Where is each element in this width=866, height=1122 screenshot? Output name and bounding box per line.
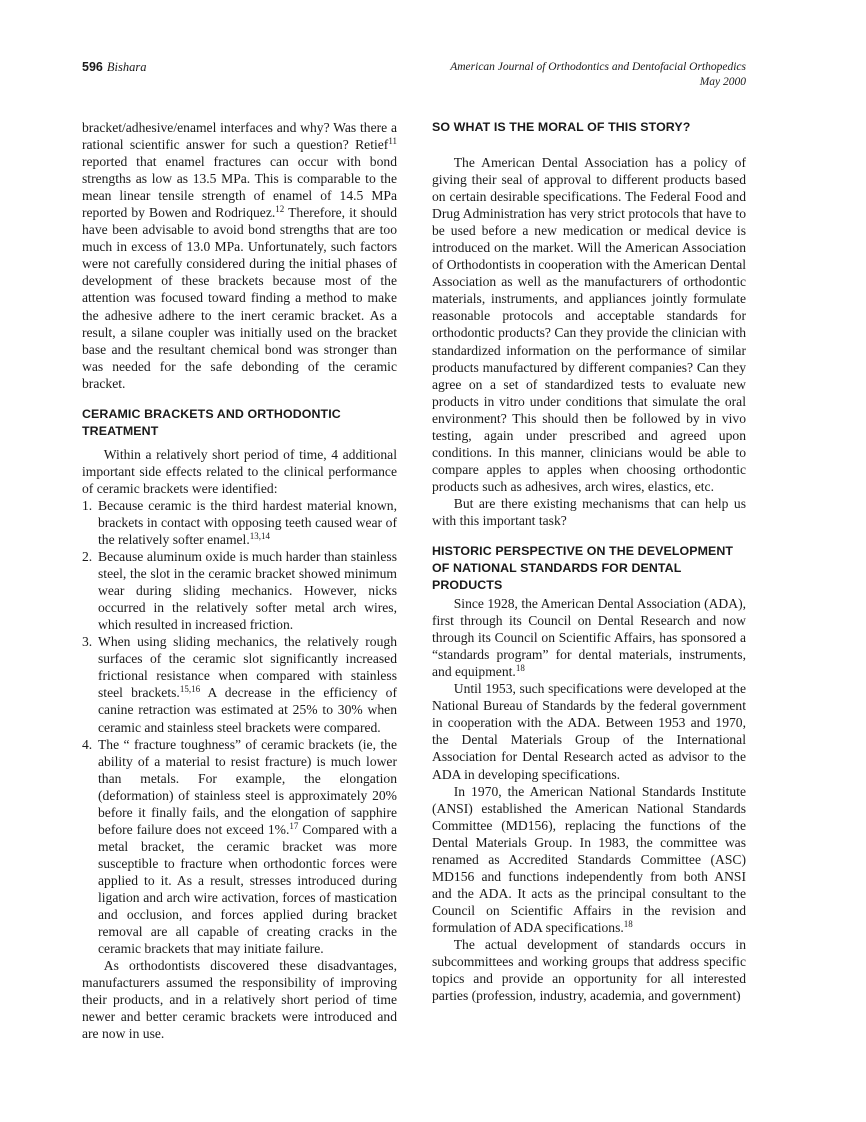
paragraph — [432, 595, 746, 680]
section-heading-historic-perspective: HISTORIC PERSPECTIVE ON THE DEVELOPMENT OF NATIONAL STANDARDS FOR DENTAL PRODUCTS — [432, 544, 734, 593]
paragraph — [432, 783, 746, 936]
section-heading-moral: SO WHAT IS THE MORAL OF THIS STORY? — [432, 120, 691, 134]
journal-title: American Journal of Orthodontics and Dentofacial Orthopedics — [450, 61, 746, 73]
text-run: A decrease in the efficiency of canine retraction was estimated at 25% to 30% when ceramic and stainless steel brackets were compared. — [98, 685, 397, 735]
section-heading-ceramic-brackets: CERAMIC BRACKETS AND ORTHODONTIC TREATMENT — [82, 406, 341, 438]
paragraph: Until 1953, such specifications were developed at the National Bureau of Standards by the federal government in cooperation with the ADA. Between 1953 and 1970, the Dental Materials Group of the International Association for Dental Research acted as advisor to the ADA in developing specifications. — [432, 681, 746, 782]
left-column — [82, 119, 397, 1042]
paragraph: As orthodontists discovered these disadvantages, manufacturers assumed the responsibility of improving their products, and in a relatively short period of time newer and better ceramic brackets were introduced and are now in use. — [82, 958, 397, 1042]
list-item — [82, 736, 397, 958]
text-run: The “ fracture toughness” of ceramic brackets (ie, the ability of a material to resist fracture) is much lower than metals. For example, the elongation (deformation) of stainless steel is approximately 20% before it finally fails, and the elongation of sapphire before failure does not exceed 1%. — [98, 736, 397, 837]
author-name: Bishara — [106, 60, 147, 74]
list-item — [82, 497, 397, 548]
text-run: Compared with a metal bracket, the ceramic bracket was more susceptible to fracture when orthodontic forces were applied to it. As a result, stresses introduced during ligation and arch wire activation, forces of mastication and occlusion, and forces applied during bracket removal are all capable of creating cracks in the ceramic brackets that may initiate failure. — [98, 821, 397, 957]
text-run: When using sliding mechanics, the relatively rough surfaces of the ceramic slot significantly increased frictional resistance when compared with stainless steel brackets. — [98, 634, 397, 701]
text-run: Because aluminum oxide is much harder than stainless steel, the slot in the ceramic bracket showed minimum wear during sliding mechanics. However, nicks occurred in the relatively softer metal arch wires, which resulted in increased friction. — [98, 549, 397, 633]
citation: 17 — [289, 820, 299, 831]
citation: 13,14 — [249, 530, 270, 541]
text-run: Because ceramic is the third hardest material known, brackets in contact with opposing teeth caused wear of the relatively softer enamel. — [98, 497, 397, 547]
text-run: Therefore, it should have been advisable to avoid bond strengths that are too much in excess of 13.0 MPa. Unfortunately, such factors were not carefully considered during the initial phases of development of these brackets because most of the attention was focused toward finding a method to make the adhesive adhere to the inert ceramic bracket. As a result, a silane coupler was initially used on the bracket base and the resultant chemical bond was stronger than was needed for the safe debonding of the ceramic bracket. — [82, 205, 397, 391]
list-item — [82, 633, 397, 735]
citation: 11 — [388, 136, 397, 147]
paragraph: The American Dental Association has a policy of giving their seal of approval to different products based on certain desirable specifications. The Federal Food and Drug Administration has very strict protocols that have to be used before a new medication or medical device is introduced on the market. Will the American Association of Orthodontists in cooperation with the American Dental Association as well as the manufacturers of orthodontic materials, instruments, and appliances jointly formulate reasonable protocols and acceptable standards for orthodontic products? Can they provide the clinician with standardized information on the performance of similar products manufactured by different companies? Can they agree on a set of standardized tests to evaluate new products in vitro under conditions that simulate the oral environment? This should then be followed by in vivo testing, again under prescribed and agreed upon conditions. In this manner, clinicians would be able to compare apples to apples when choosing orthodontic products such as adhesives, arch wires, elastics, etc. — [432, 155, 746, 494]
list-number: 4. — [82, 736, 93, 752]
citation: 18 — [515, 663, 525, 674]
running-head-left — [82, 60, 146, 75]
running-head — [82, 60, 746, 94]
paragraph: Within a relatively short period of time, 4 additional important side effects related to the clinical performance of ceramic brackets were identified: — [82, 446, 397, 496]
text-run: reported that enamel fractures can occur with bond strengths as low as 13.5 MPa. This is comparable to the mean linear tensile strength of enamel of 14.5 MPa reported by Bowen and Rodriquez. — [82, 154, 397, 221]
text-run: Since 1928, the American Dental Association (ADA), first through its Council on Dental Research and now through its Council on Scientific Affairs, has sponsored a “standards program” for dental materials, instruments, and equipment. — [432, 596, 746, 680]
right-column — [432, 119, 746, 1004]
side-effects-list — [82, 497, 397, 957]
running-head-right — [450, 60, 746, 90]
issue-date: May 2000 — [699, 76, 746, 88]
paragraph: But are there existing mechanisms that can help us with this important task? — [432, 495, 746, 528]
text-run: In 1970, the American National Standards Institute (ANSI) established the American National Standards Committee (MD156), replacing the functions of the Dental Materials Group. In 1983, the committee was renamed as Accredited Standards Committee (ASC) MD156 and functions independently from both ANSI and the ADA. It acts as the principal consultant to the Council on Scientific Affairs in the revision and formulation of ADA specifications. — [432, 783, 746, 935]
paragraph: The actual development of standards occurs in subcommittees and working groups that address specific topics and provide an opportunity for all interested parties (profession, industry, academia, and government) — [432, 936, 746, 1004]
citation: 15,16 — [179, 684, 201, 695]
citation: 12 — [275, 204, 285, 215]
list-number: 3. — [82, 634, 93, 650]
page-number: 596 — [82, 60, 103, 74]
text-run: bracket/adhesive/enamel interfaces and why? Was there a rational scientific answer for such a question? Retief — [82, 120, 397, 153]
list-item — [82, 548, 397, 633]
paragraph — [82, 119, 397, 392]
list-number: 2. — [82, 549, 93, 565]
list-number: 1. — [82, 497, 93, 513]
citation: 18 — [623, 918, 633, 929]
